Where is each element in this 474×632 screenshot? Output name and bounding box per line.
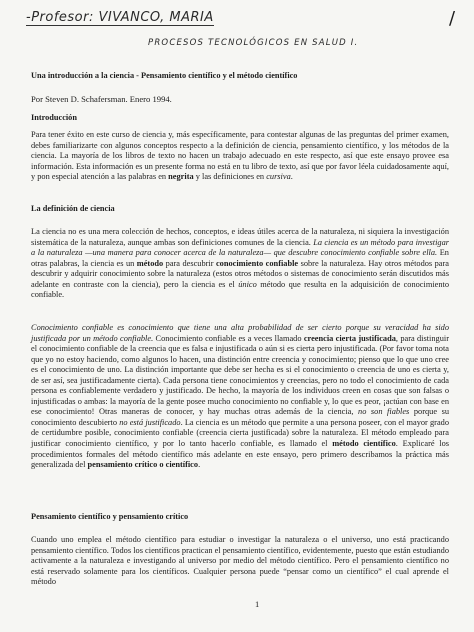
section-heading-definicion: La definición de ciencia bbox=[31, 204, 115, 213]
text-run: no son fiables bbox=[358, 407, 410, 417]
section-heading-introduccion: Introducción bbox=[31, 113, 77, 122]
text-run: . La ciencia es un método que permite a una persona poseer, con el mayor grado de certidumbre posible, conocimiento confiable (creencia cierta justificada) sobre la naturaleza. El método empleado para justificar conocimiento científico, y por lo tanto hacerlo confiable, es llamado el bbox=[31, 417, 450, 449]
handwritten-course-note: PROCESOS TECNOLÓGICOS EN SALUD I. bbox=[148, 38, 359, 48]
text-run: método bbox=[136, 258, 164, 268]
text-run: pensamiento crítico o científico bbox=[87, 460, 199, 470]
document-author: Por Steven D. Schafersman. Enero 1994. bbox=[31, 94, 172, 104]
text-run: , para distinguir el conocimiento confiable de la creencia que es falsa e injustificada o aún si es cierta pero injustificada. (Por favor toma nota que yo no estoy haciendo, como algunos lo hacen, una distinción entre creencia y conocimiento; pienso que lo que uno cree es el conocimiento de uno. La distinción importante que debe ser hecha es si el conocimiento o creencia de uno es cierta y, de ser así, sea justificadamente cierta). Cada persona tiene conocimientos y creencias, pero no todo el conocimiento de cada persona es confiablemente verdadero y justificado. De hecho, la mayoría de los individuos creen en cosas que son falsas o injustificadas o ambas: la mayoría de la gente posee mucho conocimiento no confiable y, lo que es peor, ¡actúan con base en ese conocimiento! Otras maneras de conocer, y hay muchas otras además de la ciencia, bbox=[31, 333, 449, 417]
text-run: porque su conocimiento descubierto bbox=[31, 407, 450, 427]
handwritten-professor-text: -Profesor: VIVANCO, MARIA bbox=[26, 10, 214, 25]
text-run: La ciencia no es una mera colección de hechos, conceptos, e ideas útiles acerca de la naturaleza, ni siquiera la investigación sistemática de la naturaleza, aunque ambas son definiciones comunes de la ciencia. bbox=[31, 227, 449, 247]
text-run: La ciencia es un método para investigar a la naturaleza —una manera para conocer acerca de la naturaleza— que descubre conocimiento confiable sobre ella. bbox=[31, 237, 449, 258]
section-heading-pensamiento: Pensamiento científico y pensamiento crítico bbox=[31, 512, 189, 521]
text-run: Conocimiento confiable es conocimiento que tiene una alta probabilidad de ser cierto porque su veracidad ha sido justificada por un método confiable. bbox=[31, 323, 449, 343]
text-run: . bbox=[198, 460, 201, 470]
text-run: creencia cierta justificada bbox=[303, 333, 396, 343]
text-run: método científico bbox=[332, 439, 396, 449]
document-title: Una introducción a la ciencia - Pensamiento científico y el método científico bbox=[31, 71, 298, 80]
text-run: conocimiento confiable bbox=[215, 258, 299, 268]
text-run: único bbox=[238, 279, 257, 289]
handwritten-professor-note bbox=[26, 10, 214, 25]
paragraph-intro bbox=[31, 130, 449, 183]
text-run: cursiva bbox=[266, 172, 291, 182]
paragraph-definicion-1 bbox=[31, 227, 449, 301]
text-run: método que resulta en la adquisición de conocimiento confiable. bbox=[31, 279, 450, 300]
text-run: sobre la naturaleza. Hay otros métodos para descubrir y adquirir conocimiento sobre la naturaleza (estos otros métodos o sistemas de conocimiento serán discutidos más adelante en contraste con la ciencia), pero la ciencia es el bbox=[31, 258, 449, 289]
text-run: . Explicaré los procedimientos formales del método científico más adelante en este ensayo, pero primero describamos la práctica más generalizada del bbox=[31, 439, 450, 470]
text-run: negrita bbox=[168, 172, 194, 182]
text-run: para descubrir bbox=[163, 258, 216, 268]
text-run: Conocimiento confiable es a veces llamado bbox=[153, 333, 304, 343]
text-run: y las definiciones en bbox=[193, 172, 267, 182]
text-run: Cuando uno emplea el método científico para estudiar o investigar la naturaleza o el universo, uno está practicando pensamiento científico. Todos los científicos practican el pensamiento científico, evidentemente, puesto que están estudiando activamente a la naturaleza e investigando al universo por medio del método científico. Pero el pensamiento científico no está reservado solamente para los científicos. Cualquier persona puede “pensar como un científico” el cual aprende el método bbox=[31, 535, 449, 587]
text-run: . bbox=[290, 172, 293, 182]
text-run: Para tener éxito en este curso de ciencia y, más específicamente, para contestar algunas de las preguntas del primer examen, debes familiarizarte con algunos conceptos respecto a la definición de ciencia, pensamiento científico, y los métodos de la ciencia. La mayoría de los libros de texto no hacen un trabajo adecuado en este respecto, así que este ensayo provee esa información. Esta información es un presente forma no está en tu libro de texto, así que por favor léela cuidadosamente aquí, y pon especial atención a las palabras en bbox=[31, 130, 449, 182]
handwritten-mark: / bbox=[449, 8, 456, 29]
paragraph-pensamiento bbox=[31, 535, 449, 588]
paragraph-definicion-2 bbox=[31, 323, 449, 471]
page-number: 1 bbox=[255, 599, 260, 609]
text-run: En otras palabras, la ciencia es un bbox=[31, 248, 449, 268]
text-run: no está justificado bbox=[119, 417, 181, 427]
